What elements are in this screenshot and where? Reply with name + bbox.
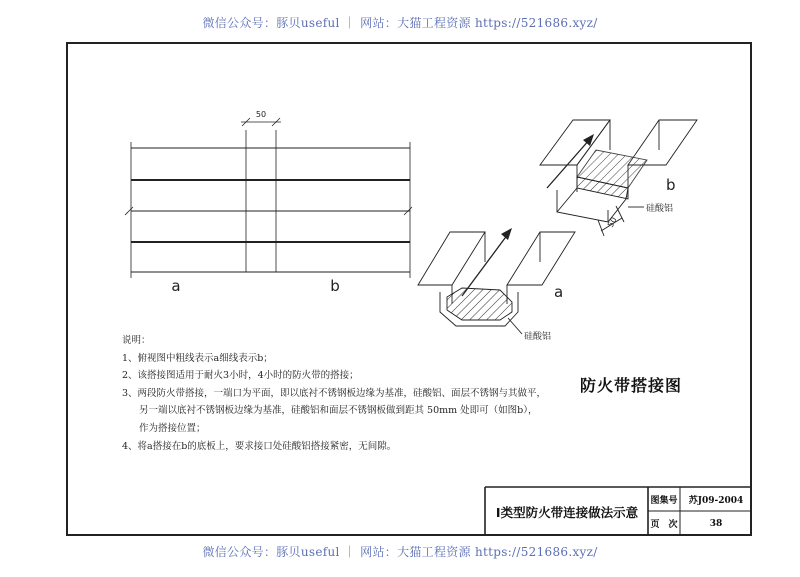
notes-block [122,332,547,455]
plan-label-a: a [171,277,181,295]
atlas-number-value: 苏J09-2004 [688,495,744,506]
watermark-top: 微信公众号：豚贝useful ｜ 网站：大猫工程资源 https://521686.xyz/ [202,16,598,30]
plan-dimension: 50 [255,110,267,119]
drawing-title: 防火带搭接图 [580,376,683,395]
iso-b-material: 硅酸铝 [646,204,674,214]
iso-b-label: b [666,176,676,194]
atlas-number-label: 图集号 [650,495,678,506]
note-3-continued: 另一端以底衬不锈钢板边缘为基准，硅酸铝和面层不锈钢板做到距其 50mm 处即可（如图b）， [139,405,538,417]
iso-a-material: 硅酸铝 [524,332,552,342]
note-2: 2、该搭接图适用于耐火3小时，4小时的防火带的搭接； [122,370,359,382]
iso-a-label: a [554,283,564,301]
note-4: 4、将a搭接在b的底板上，要求接口处硅酸铝搭接紧密，无间隙。 [122,440,397,452]
iso-b-dimension: 50 [605,215,619,229]
page-number-label: 页 次 [650,520,678,530]
note-3-end: 作为搭接位置； [139,422,206,434]
notes-heading: 说明： [122,335,151,346]
note-1: 1、俯视图中粗线表示a细线表示b； [122,352,273,364]
iso-view-a [418,232,575,334]
note-3: 3、两段防火带搭接，一端口为平面，即以底衬不锈钢板边缘为基准，硅酸铝、面层不锈钢与其做平， [122,387,547,399]
title-block-title: Ⅰ类型防火带连接做法示意 [495,504,639,520]
page-number-value: 38 [709,518,723,529]
watermark-bottom: 微信公众号：豚贝useful ｜ 网站：大猫工程资源 https://521686.xyz/ [202,545,598,559]
plan-label-b: b [330,277,340,295]
plan-view [125,118,412,278]
